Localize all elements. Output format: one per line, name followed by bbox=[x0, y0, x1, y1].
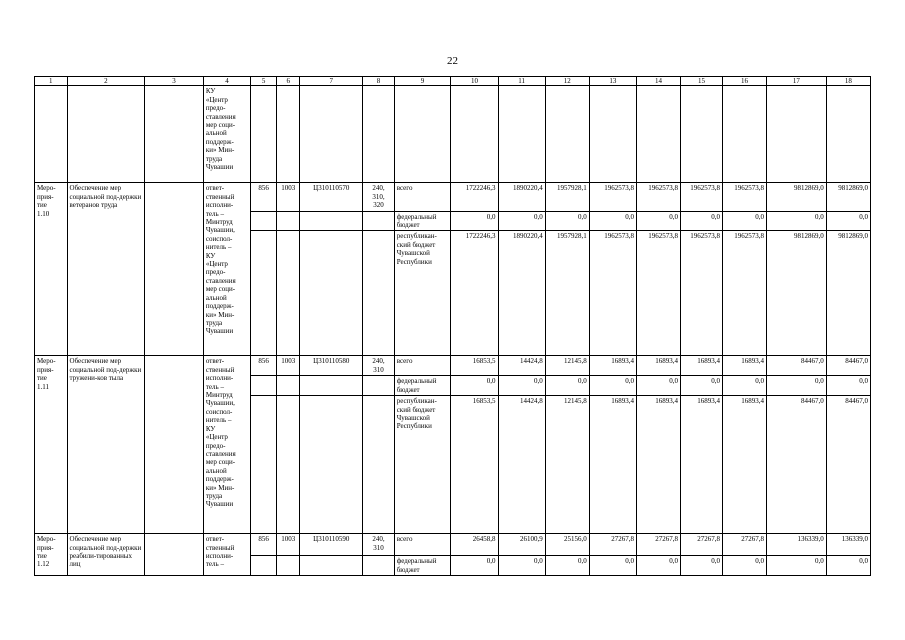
value-cell: 27267,8 bbox=[589, 534, 636, 556]
value-cell: 16893,4 bbox=[636, 356, 680, 376]
empty-cell bbox=[251, 396, 277, 534]
value-cell: 14424,8 bbox=[498, 356, 545, 376]
value-cell: 1962573,8 bbox=[589, 231, 636, 356]
funding-source: федеральный бюджет bbox=[394, 376, 451, 396]
value-cell: 0,0 bbox=[681, 556, 723, 576]
value-cell: 1962573,8 bbox=[722, 231, 766, 356]
value-cell: 0,0 bbox=[589, 556, 636, 576]
value-cell: 12145,8 bbox=[545, 396, 589, 534]
column-header: 14 bbox=[636, 77, 680, 86]
value-cell: 0,0 bbox=[681, 211, 723, 231]
participant-cell bbox=[145, 356, 204, 534]
empty-cell bbox=[251, 376, 277, 396]
value-cell: 0,0 bbox=[636, 556, 680, 576]
column-header: 4 bbox=[203, 77, 250, 86]
vr-code: 240, 310 bbox=[363, 534, 394, 556]
measure-code: Меро- прия- тие 1.10 bbox=[35, 183, 68, 356]
funding-source: всего bbox=[394, 534, 451, 556]
empty-cell bbox=[363, 231, 394, 356]
value-cell: 0,0 bbox=[636, 211, 680, 231]
value-cell: 9812869,0 bbox=[826, 183, 870, 211]
responsible-cell: ответ- ственный исполни- тель – Минтруд Чувашии, соиспол- нитель – КУ «Центр предо- ставления мер соци- альной поддерж- ки» Мин- труда Чувашии bbox=[203, 183, 250, 356]
empty-cell bbox=[277, 376, 300, 396]
funding-source: федеральный бюджет bbox=[394, 211, 451, 231]
csr-code: Ц310110570 bbox=[300, 183, 363, 211]
measure-name: Обеспечение мер социальной под-держки реабили-тированных лиц bbox=[67, 534, 145, 576]
empty-cell bbox=[363, 211, 394, 231]
table-row bbox=[35, 534, 871, 556]
column-header: 3 bbox=[145, 77, 204, 86]
value-cell: 0,0 bbox=[722, 376, 766, 396]
funding-source: республикан-ский бюджет Чувашской Республики bbox=[394, 396, 451, 534]
column-header: 2 bbox=[67, 77, 145, 86]
value-cell: 0,0 bbox=[636, 376, 680, 396]
column-header: 6 bbox=[277, 77, 300, 86]
column-header: 18 bbox=[826, 77, 870, 86]
empty-cell bbox=[363, 396, 394, 534]
value-cell: 16893,4 bbox=[636, 396, 680, 534]
value-cell: 16893,4 bbox=[589, 356, 636, 376]
value-cell: 0,0 bbox=[767, 376, 827, 396]
rzpr-code: 1003 bbox=[277, 534, 300, 556]
value-cell: 0,0 bbox=[498, 556, 545, 576]
csr-code: Ц310110590 bbox=[300, 534, 363, 556]
grbs-code: 856 bbox=[251, 183, 277, 211]
grbs-code: 856 bbox=[251, 356, 277, 376]
value-cell: 0,0 bbox=[589, 376, 636, 396]
vr-code: 240, 310 bbox=[363, 356, 394, 376]
column-number-row bbox=[35, 77, 871, 86]
value-cell: 1722246,3 bbox=[451, 231, 498, 356]
measure-code: Меро- прия- тие 1.12 bbox=[35, 534, 68, 576]
value-cell: 1962573,8 bbox=[681, 231, 723, 356]
value-cell: 136339,0 bbox=[767, 534, 827, 556]
value-cell: 16853,5 bbox=[451, 396, 498, 534]
value-cell: 16893,4 bbox=[589, 396, 636, 534]
value-cell: 84467,0 bbox=[767, 356, 827, 376]
value-cell: 1962573,8 bbox=[636, 183, 680, 211]
value-cell: 0,0 bbox=[826, 556, 870, 576]
value-cell: 26458,8 bbox=[451, 534, 498, 556]
column-header: 12 bbox=[545, 77, 589, 86]
value-cell: 136339,0 bbox=[826, 534, 870, 556]
value-cell: 16893,4 bbox=[681, 396, 723, 534]
value-cell: 0,0 bbox=[722, 556, 766, 576]
empty-cell bbox=[251, 211, 277, 231]
value-cell: 27267,8 bbox=[722, 534, 766, 556]
empty-cell bbox=[300, 211, 363, 231]
budget-table bbox=[34, 76, 871, 576]
value-cell: 0,0 bbox=[767, 556, 827, 576]
value-cell: 0,0 bbox=[545, 556, 589, 576]
empty-cell bbox=[251, 231, 277, 356]
value-cell: 1962573,8 bbox=[589, 183, 636, 211]
responsible-cell: КУ «Центр предо- ставления мер соци- альной поддерж- ки» Мин- труда Чувашии bbox=[203, 86, 250, 183]
value-cell: 0,0 bbox=[767, 211, 827, 231]
column-header: 8 bbox=[363, 77, 394, 86]
participant-cell bbox=[145, 534, 204, 576]
funding-source: федеральный бюджет bbox=[394, 556, 451, 576]
csr-code: Ц310110580 bbox=[300, 356, 363, 376]
column-header: 9 bbox=[394, 77, 451, 86]
empty-cell bbox=[300, 376, 363, 396]
value-cell: 84467,0 bbox=[826, 356, 870, 376]
value-cell: 9812869,0 bbox=[826, 231, 870, 356]
responsible-cell: ответ- ственный исполни- тель – bbox=[203, 534, 250, 576]
measure-name: Обеспечение мер социальной под-держки тружени-ков тыла bbox=[67, 356, 145, 534]
value-cell: 0,0 bbox=[589, 211, 636, 231]
column-header: 1 bbox=[35, 77, 68, 86]
value-cell: 16893,4 bbox=[722, 396, 766, 534]
value-cell: 0,0 bbox=[545, 376, 589, 396]
value-cell: 0,0 bbox=[498, 376, 545, 396]
value-cell: 84467,0 bbox=[767, 396, 827, 534]
funding-source: всего bbox=[394, 183, 451, 211]
empty-cell bbox=[300, 231, 363, 356]
value-cell: 1962573,8 bbox=[681, 183, 723, 211]
value-cell: 84467,0 bbox=[826, 396, 870, 534]
participant-cell bbox=[145, 183, 204, 356]
value-cell: 1890220,4 bbox=[498, 183, 545, 211]
value-cell: 0,0 bbox=[451, 556, 498, 576]
measure-code: Меро- прия- тие 1.11 bbox=[35, 356, 68, 534]
value-cell: 27267,8 bbox=[681, 534, 723, 556]
value-cell: 26100,9 bbox=[498, 534, 545, 556]
funding-source: республикан-ский бюджет Чувашской Республики bbox=[394, 231, 451, 356]
value-cell: 0,0 bbox=[681, 376, 723, 396]
column-header: 7 bbox=[300, 77, 363, 86]
grbs-code: 856 bbox=[251, 534, 277, 556]
value-cell: 25156,0 bbox=[545, 534, 589, 556]
empty-cell bbox=[300, 556, 363, 576]
empty-cell bbox=[277, 396, 300, 534]
empty-cell bbox=[300, 396, 363, 534]
value-cell: 1957928,1 bbox=[545, 231, 589, 356]
column-header: 5 bbox=[251, 77, 277, 86]
value-cell: 9812869,0 bbox=[767, 231, 827, 356]
empty-cell bbox=[277, 556, 300, 576]
column-header: 16 bbox=[722, 77, 766, 86]
empty-cell bbox=[277, 231, 300, 356]
funding-source: всего bbox=[394, 356, 451, 376]
value-cell: 16893,4 bbox=[722, 356, 766, 376]
empty-cell bbox=[363, 556, 394, 576]
value-cell: 1722246,3 bbox=[451, 183, 498, 211]
column-header: 13 bbox=[589, 77, 636, 86]
page-number: 22 bbox=[447, 55, 458, 67]
value-cell: 9812869,0 bbox=[767, 183, 827, 211]
rzpr-code: 1003 bbox=[277, 356, 300, 376]
column-header: 15 bbox=[681, 77, 723, 86]
column-header: 11 bbox=[498, 77, 545, 86]
value-cell: 1962573,8 bbox=[722, 183, 766, 211]
column-header: 10 bbox=[451, 77, 498, 86]
table-row bbox=[35, 183, 871, 211]
value-cell: 0,0 bbox=[826, 211, 870, 231]
value-cell: 16893,4 bbox=[681, 356, 723, 376]
value-cell: 1957928,1 bbox=[545, 183, 589, 211]
empty-cell bbox=[363, 376, 394, 396]
empty-cell bbox=[277, 211, 300, 231]
value-cell: 27267,8 bbox=[636, 534, 680, 556]
value-cell: 0,0 bbox=[451, 211, 498, 231]
value-cell: 0,0 bbox=[826, 376, 870, 396]
value-cell: 0,0 bbox=[722, 211, 766, 231]
value-cell: 12145,8 bbox=[545, 356, 589, 376]
value-cell: 0,0 bbox=[498, 211, 545, 231]
table-body bbox=[35, 77, 871, 576]
empty-cell bbox=[251, 556, 277, 576]
table-row bbox=[35, 356, 871, 376]
continuation-row bbox=[35, 86, 871, 183]
column-header: 17 bbox=[767, 77, 827, 86]
value-cell: 0,0 bbox=[545, 211, 589, 231]
value-cell: 1962573,8 bbox=[636, 231, 680, 356]
value-cell: 16853,5 bbox=[451, 356, 498, 376]
value-cell: 1890220,4 bbox=[498, 231, 545, 356]
value-cell: 14424,8 bbox=[498, 396, 545, 534]
value-cell: 0,0 bbox=[451, 376, 498, 396]
responsible-cell: ответ- ственный исполни- тель – Минтруд Чувашии, соиспол- нитель – КУ «Центр предо- ставления мер соци- альной поддерж- ки» Мин- труда Чувашии bbox=[203, 356, 250, 534]
vr-code: 240, 310, 320 bbox=[363, 183, 394, 211]
measure-name: Обеспечение мер социальной под-держки ветеранов труда bbox=[67, 183, 145, 356]
rzpr-code: 1003 bbox=[277, 183, 300, 211]
